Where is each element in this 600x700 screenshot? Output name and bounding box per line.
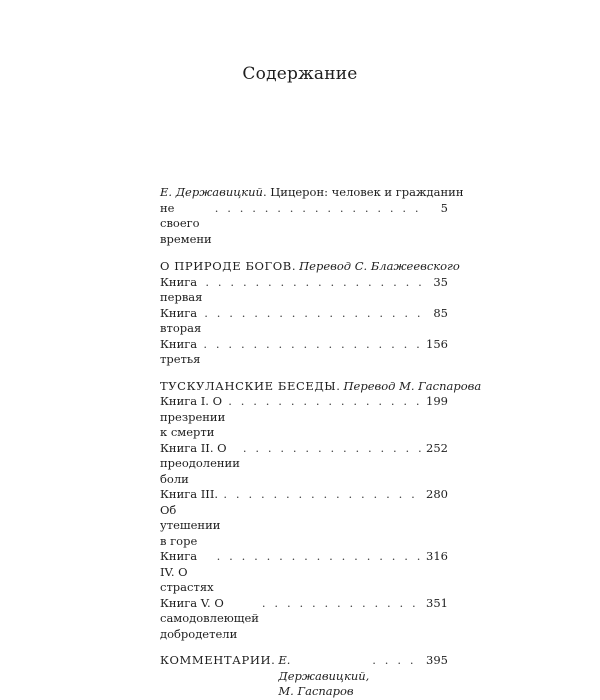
page-title: Содержание bbox=[242, 64, 358, 84]
comments-entry[interactable]: КОММЕНТАРИИ . Е. Державицкий, М. Гаспаров . . . 395 bbox=[160, 653, 448, 700]
table-of-contents bbox=[160, 185, 482, 700]
section-heading-nature-of-gods: О ПРИРОДЕ БОГОВ. Перевод С. Блажеевского bbox=[160, 259, 460, 273]
entry-label: Книга IV. О страстях bbox=[160, 549, 214, 594]
page-number: 316 bbox=[426, 549, 448, 563]
intro-title-line2: не своего времени bbox=[160, 200, 212, 246]
section-translator: Перевод М. Гаспарова bbox=[343, 378, 482, 393]
section-title: О ПРИРОДЕ БОГОВ bbox=[160, 259, 292, 273]
toc-entry[interactable] bbox=[160, 394, 448, 441]
page-number: 35 bbox=[433, 274, 448, 289]
comments-authors: Е. Державицкий, М. Гаспаров bbox=[278, 653, 370, 698]
toc-entry[interactable] bbox=[160, 487, 448, 549]
page-number: 280 bbox=[426, 487, 448, 501]
toc-entry[interactable] bbox=[160, 596, 448, 643]
dot-leader bbox=[203, 337, 423, 353]
entry-label: Книга III. Об утешении в горе bbox=[160, 487, 221, 548]
entry-label: Книга вторая bbox=[160, 305, 202, 335]
dot-leader bbox=[372, 653, 423, 669]
dot-leader bbox=[204, 306, 427, 322]
dot-leader bbox=[223, 487, 423, 503]
entry-label: Книга I. О презрении к смерти bbox=[160, 394, 226, 439]
dot-leader bbox=[217, 549, 423, 565]
intro-title-line1: . Цицерон: человек и гражданин bbox=[262, 185, 464, 199]
toc-entry[interactable] bbox=[160, 441, 448, 488]
dot-leader bbox=[262, 596, 423, 612]
page-number: 395 bbox=[426, 653, 448, 667]
page-number: 85 bbox=[433, 305, 448, 320]
page-number: 156 bbox=[426, 336, 448, 351]
dot-leader bbox=[215, 201, 427, 217]
toc-entry[interactable] bbox=[160, 306, 448, 337]
entry-label: Книга первая bbox=[160, 274, 203, 304]
page-number: 199 bbox=[426, 394, 448, 408]
dot-leader bbox=[243, 441, 423, 457]
dot-leader bbox=[205, 275, 427, 291]
intro-author: Е. Державицкий bbox=[160, 185, 263, 199]
toc-entry[interactable] bbox=[160, 337, 448, 368]
entry-label: Книга V. О самодовлеющей добродетели bbox=[160, 595, 259, 641]
dot-leader bbox=[228, 394, 423, 410]
comments-title: КОММЕНТАРИИ bbox=[160, 653, 272, 667]
intro-entry-line2[interactable] bbox=[160, 201, 448, 248]
section-heading-tusculan-disputations: ТУСКУЛАНСКИЕ БЕСЕДЫ. Перевод М. Гаспарова bbox=[160, 378, 482, 393]
intro-entry-line1[interactable] bbox=[160, 185, 464, 201]
page-number: 5 bbox=[440, 200, 448, 215]
toc-entry[interactable] bbox=[160, 275, 448, 306]
entry-label: Книга II. О преодолении боли bbox=[160, 440, 240, 486]
page-number: 252 bbox=[426, 440, 448, 455]
section-translator: Перевод С. Блажеевского bbox=[299, 259, 460, 273]
entry-label: Книга третья bbox=[160, 336, 201, 366]
toc-entry[interactable] bbox=[160, 549, 448, 596]
page-number: 351 bbox=[426, 595, 448, 610]
section-title: ТУСКУЛАНСКИЕ БЕСЕДЫ bbox=[160, 378, 337, 393]
